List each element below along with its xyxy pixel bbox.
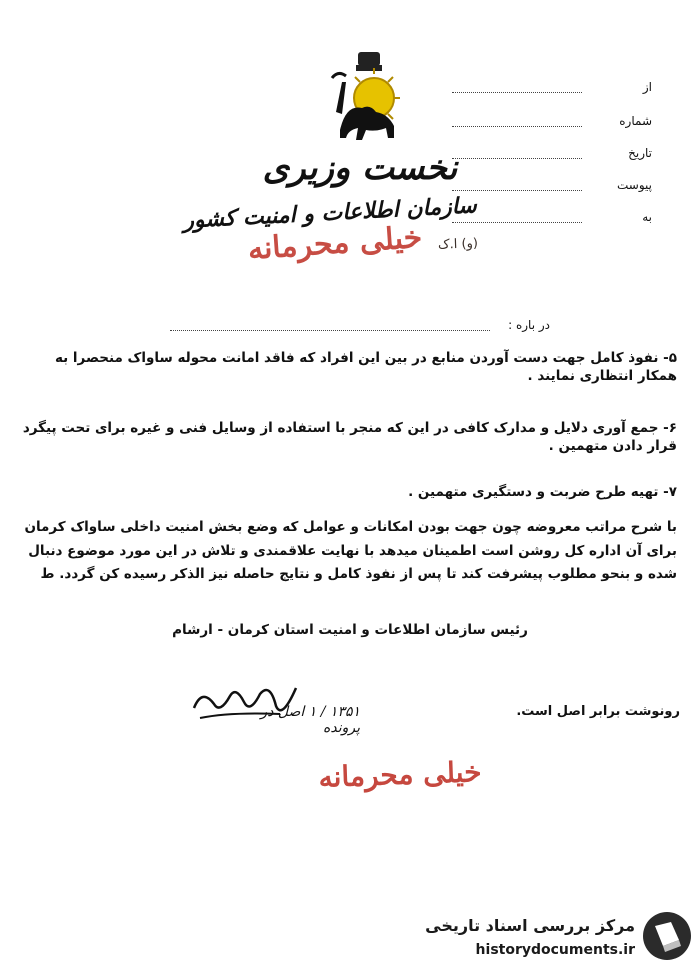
subject-field	[170, 318, 550, 338]
field-number-line	[452, 126, 582, 127]
field-attachment-label: پیوست	[617, 178, 652, 192]
field-from	[452, 80, 652, 100]
subject-line	[170, 330, 490, 331]
field-to-line	[452, 222, 582, 223]
field-attachment-line	[452, 190, 582, 191]
body-item-5: ۵- نفوذ کامل جهت دست آوردن منابع در بین این افراد که فاقد امانت محوله ساواک منحصرا به همکار انتظاری نمایند .	[54, 350, 677, 384]
field-number-label: شماره	[619, 114, 652, 128]
body-item-7: ۷- تهیه طرح ضربت و دستگیری متهمین .	[408, 484, 677, 500]
lion-and-sun-emblem-icon	[318, 52, 418, 152]
watermark-url: historydocuments.ir	[475, 942, 635, 958]
confidential-stamp-bottom: خیلی محرمانه	[317, 755, 483, 794]
body-item-6: ۶- جمع آوری دلایل و مدارک کافی در این که منجر با استفاده از وسایل فنی و غیره برای تحت پیگرد قرار دادن متهمین .	[22, 420, 677, 454]
watermark-title: مرکز بررسی اسناد تاریخی	[425, 916, 635, 935]
field-date	[452, 146, 652, 166]
field-date-line	[452, 158, 582, 159]
body-sender: رئیس سازمان اطلاعات و امنیت استان کرمان - ارشام	[172, 622, 528, 638]
watermark	[418, 908, 693, 970]
org-title: نخست وزیری	[262, 148, 458, 188]
org-subtitle: سازمان اطلاعات و امنیت کشور	[182, 192, 478, 234]
field-number	[452, 114, 652, 134]
field-to-label: به	[642, 210, 652, 224]
field-from-line	[452, 92, 582, 93]
archive-book-icon	[641, 910, 693, 962]
field-attachment	[452, 178, 652, 198]
field-from-label: از	[642, 80, 652, 94]
field-to	[452, 210, 652, 230]
copy-certification-note: رونوشت برابر اصل است.	[516, 704, 680, 719]
field-date-label: تاریخ	[628, 146, 652, 160]
confidential-stamp-top: خیلی محرمانه	[246, 219, 424, 268]
handwritten-date: ۱۳۵۱ / ۱ اصل در پرونده	[260, 704, 360, 736]
subject-label: در باره :	[508, 318, 550, 332]
body-closing: با شرح مراتب معروضه چون جهت بودن امکانات و عوامل که وضع بخش امنیت داخلی ساواک کرمان برای آن اداره کل روشن است اطمینان میدهد با نهایت علاقمندی و تلاش در این مورد موضوع دنبال شده و بنحو مطلوب پیشرفت کند تا پس از نفوذ کامل و نتایج حاصله نیز الذکر رسیده کن گردد. ط	[24, 519, 677, 583]
handwritten-note: (و) ا.ک	[437, 236, 479, 253]
